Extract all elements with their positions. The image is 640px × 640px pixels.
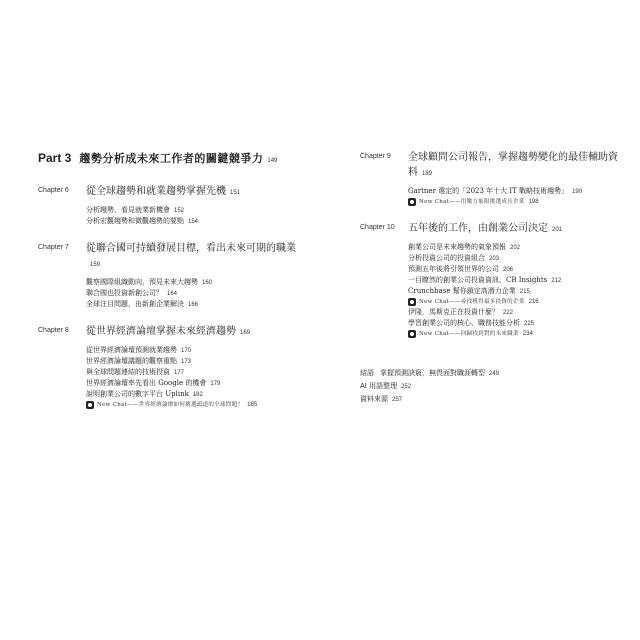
chat-icon [408, 298, 416, 306]
section-item: Gartner 選定的「2023 年十大 IT 戰略技術趨勢」 190 [408, 187, 583, 195]
chat-icon [86, 401, 94, 409]
chapter-label: Chapter 8 [38, 327, 69, 334]
section-item: 預測五年後將引領世界的公司 206 [408, 265, 514, 273]
chapter-title: 五年後的工作，由創業公司決定 201 [408, 223, 563, 234]
newchat-item: New Chat——用魔力象限挑選成長企業 198 [408, 197, 620, 207]
right-column [360, 150, 620, 406]
part-page: 149 [267, 158, 278, 164]
chapter-6 [38, 184, 308, 227]
section-item: 學習創業公司的核心、職務技能分析 225 [408, 319, 535, 327]
chat-icon [408, 330, 416, 338]
section-item: 伊隆．馬斯克正在投資什麼？ 222 [408, 308, 514, 316]
ending-list [360, 367, 620, 406]
chapter-9 [360, 150, 620, 207]
chapter-label: Chapter 6 [38, 187, 69, 194]
chapter-8 [38, 324, 308, 410]
newchat-item: New Chat——回歸找到對的未來職業 234 [408, 329, 620, 339]
ending-item: 資料來源 257 [360, 395, 403, 403]
section-item: 分析投資公司的投資組合 203 [408, 254, 500, 262]
section-item: Crunchbase 幫你鎖定高潛力企業 215 [408, 287, 530, 295]
newchat-item: New Chat——世界經濟論壇如何挑選頭道的全球問題？ 185 [86, 400, 308, 410]
chapter-label: Chapter 10 [360, 224, 395, 231]
section-item: 世界經濟論壇率先看出 Google 的機會 179 [86, 379, 221, 387]
part-heading [38, 150, 308, 166]
section-item: 創業公司是未來趨勢的氣象預報 202 [408, 243, 521, 251]
section-item: 從世界經濟論壇預測就業趨勢 170 [86, 346, 192, 354]
ending-label: 結語 [360, 369, 374, 377]
chapter-label: Chapter 7 [38, 244, 69, 251]
chat-icon [408, 198, 416, 206]
section-item: 分析趨勢，看見就業新機會 152 [86, 206, 185, 214]
section-list [86, 277, 308, 310]
section-item: 世界經濟論壇議題的觀察重點 173 [86, 357, 192, 365]
section-item: 與全球問題連結的技術投資 177 [86, 368, 185, 376]
section-list [408, 186, 620, 207]
section-item: 全球注目問題，由新創企業解決 166 [86, 300, 199, 308]
section-item: 分析宏觀趨勢和微觀趨勢的要點 154 [86, 217, 199, 225]
part-label: Part 3 [38, 151, 72, 165]
section-item: 聯合國也投資新創公司？ 164 [86, 289, 178, 297]
section-list [86, 345, 308, 410]
chapter-title: 從全球趨勢和就業趨勢掌握先機 151 [86, 186, 241, 197]
newchat-item: New Chat——尋找獲得最多投資的企業 216 [408, 297, 620, 307]
chapter-title: 全球顧問公司報告，掌握趨勢變化的最佳輔助資料 189 [408, 152, 618, 178]
chapter-label: Chapter 9 [360, 153, 391, 160]
section-list [408, 242, 620, 339]
section-item: 觀察國際組織動向，預見未來大趨勢 160 [86, 278, 213, 286]
chapter-10 [360, 221, 620, 339]
chapter-7 [38, 241, 308, 310]
section-list [86, 205, 308, 227]
left-column [38, 150, 308, 424]
part-title: 趨勢分析成未來工作者的關鍵競爭力 [79, 152, 264, 165]
section-item: 說明創業公司的數字平台 Uplink 182 [86, 390, 203, 398]
chapter-title: 從聯合國可持續發展目標，看出未來可期的職業159 [86, 243, 296, 268]
ending-item: AI 用語整理 252 [360, 382, 412, 390]
chapter-title: 從世界經濟論壇掌握未來經濟趨勢 169 [86, 326, 251, 337]
ending-item: 結語 掌握預測訣竅，無畏面對職涯轉型 249 [360, 369, 500, 377]
section-item: 一目瞭然的創業公司投資資訊，CB Insights 212 [408, 276, 562, 284]
